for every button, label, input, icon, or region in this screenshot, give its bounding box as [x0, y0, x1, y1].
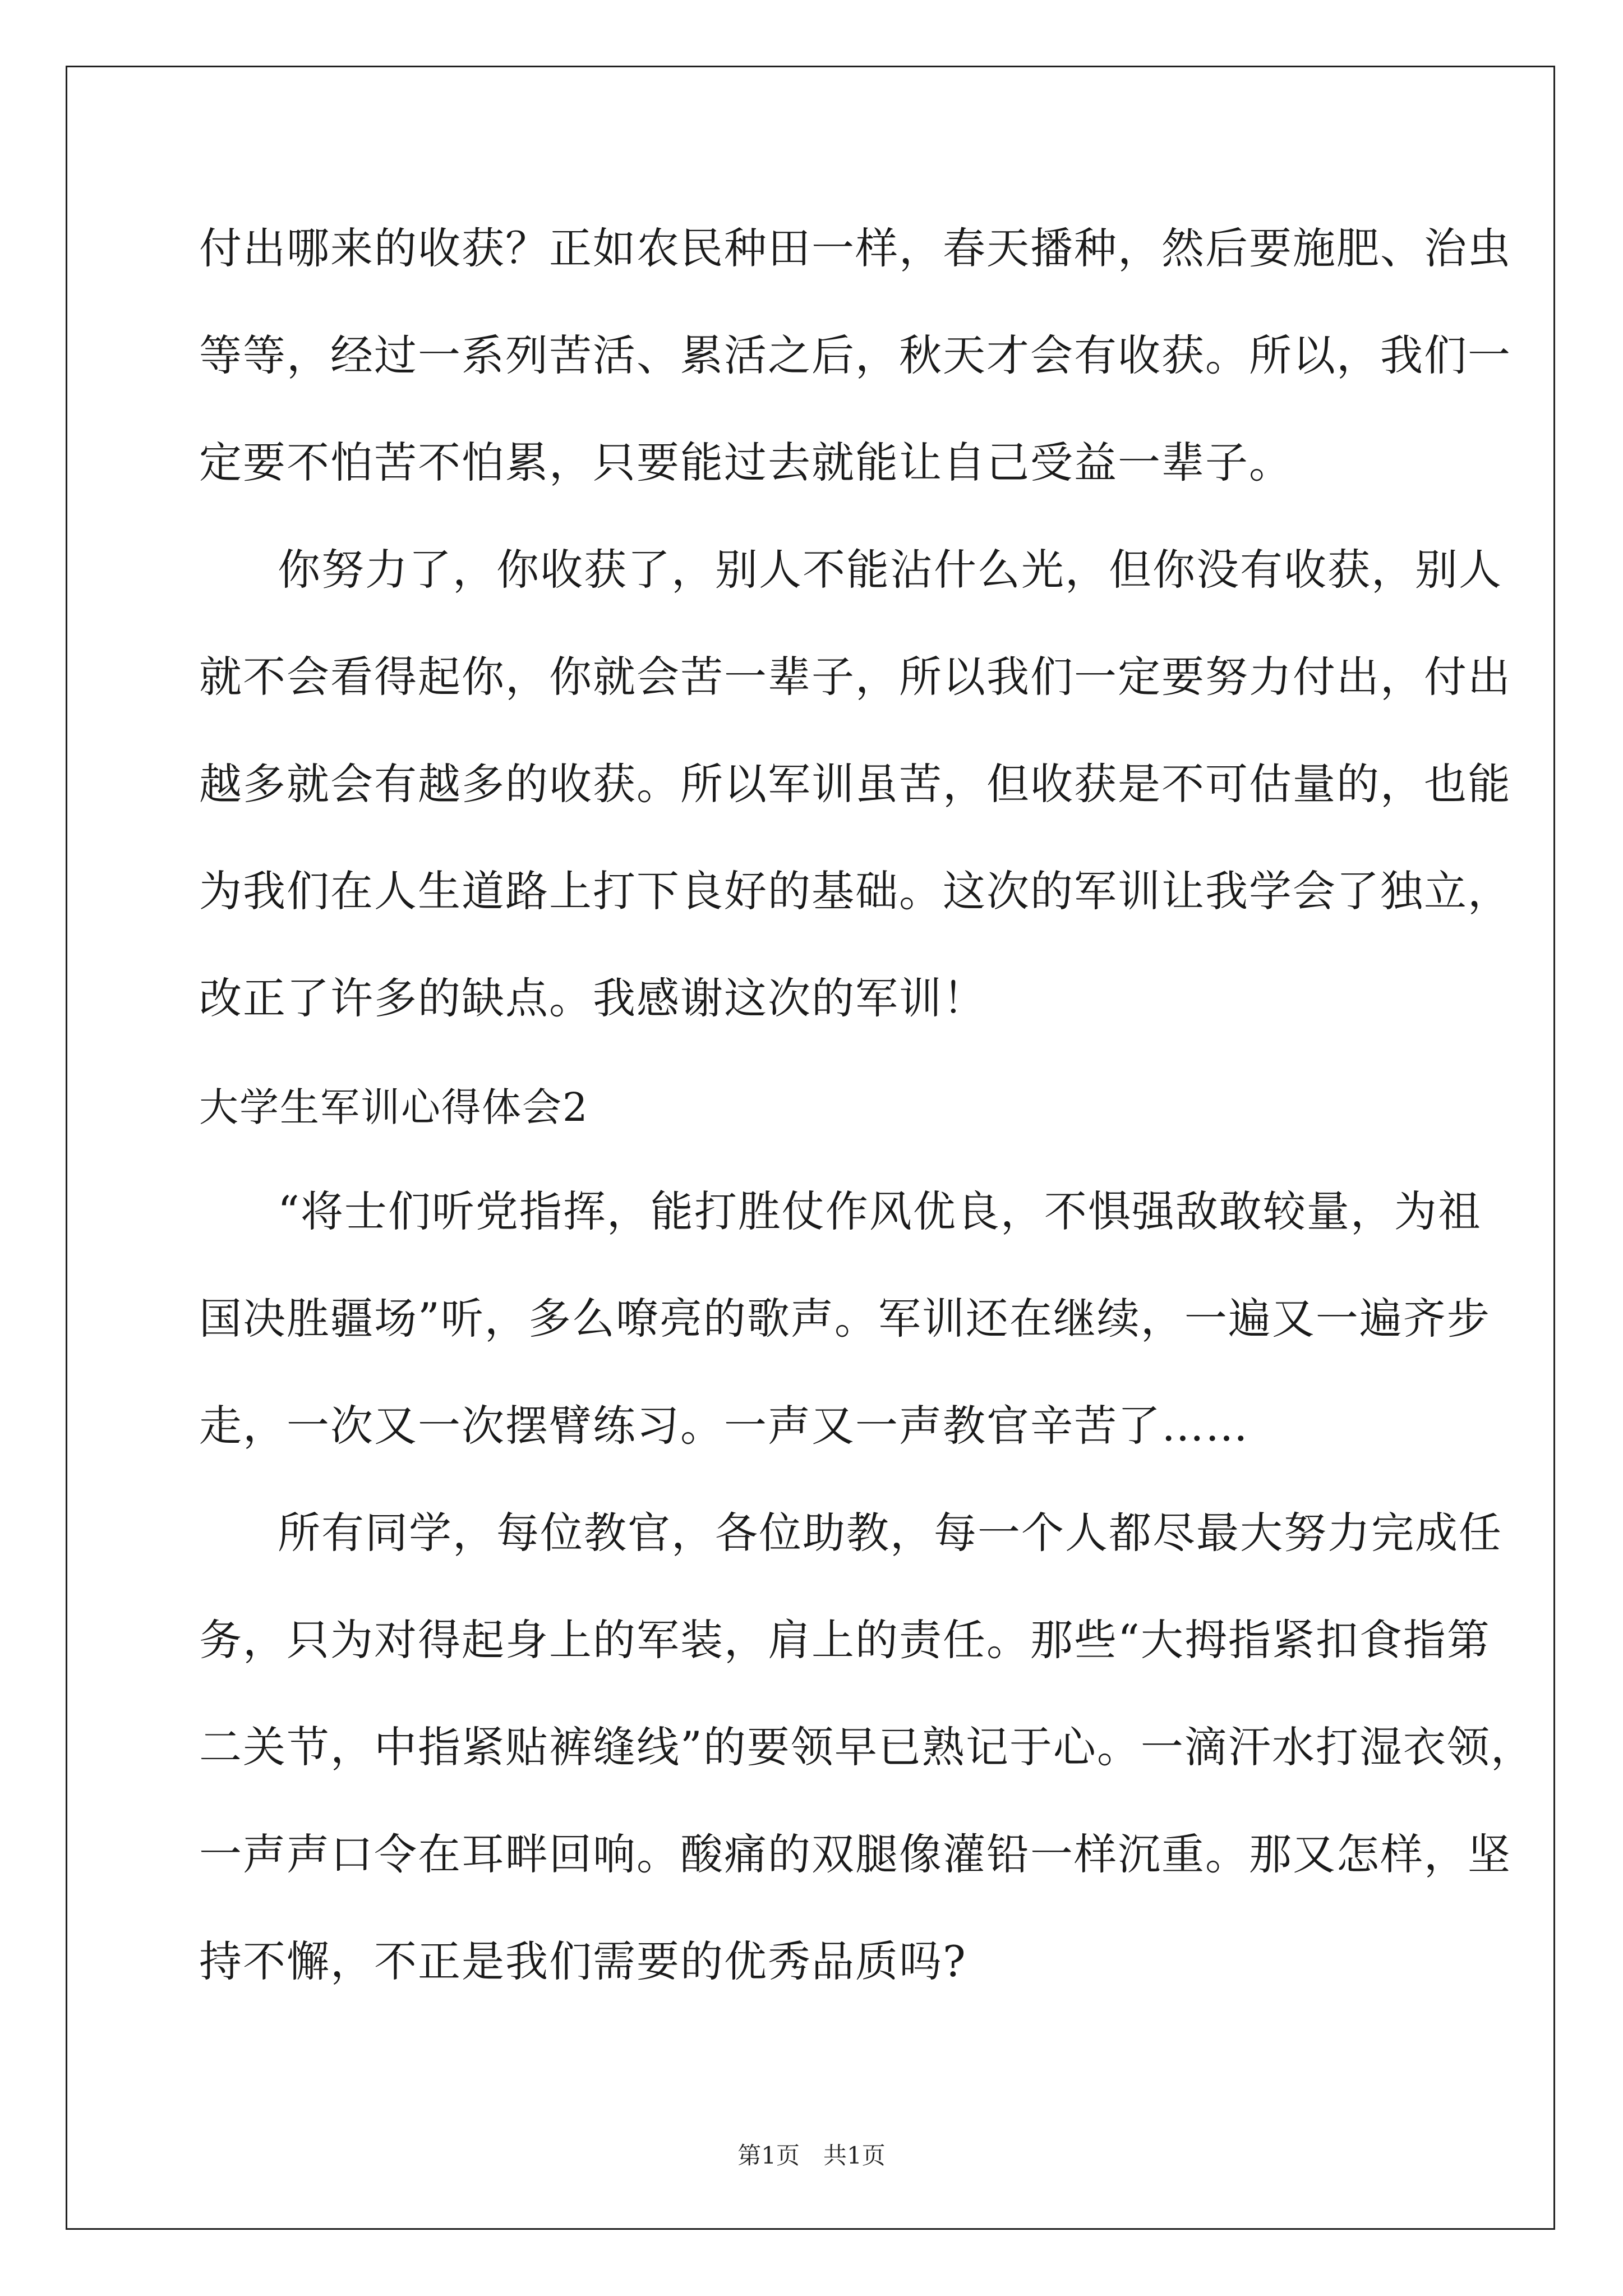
page-footer: 第1页 共1页 — [737, 2142, 886, 2169]
text-line: 付出哪来的收获？正如农民种田一样，春天播种，然后要施肥、治虫 — [199, 223, 1511, 273]
text-line: 走，一次又一次摆臂练习。一声又一声教官辛苦了…… — [199, 1401, 1249, 1451]
text-line: 务，只为对得起身上的军装，肩上的责任。那些“大拇指紧扣食指第 — [199, 1615, 1491, 1665]
text-line: 改正了许多的缺点。我感谢这次的军训！ — [199, 973, 986, 1023]
text-line: 一声声口令在耳畔回响。酸痛的双腿像灌铅一样沉重。那又怎样，坚 — [199, 1829, 1511, 1879]
paragraph-start: 所有同学，每位教官，各位助教，每一个人都尽最大努力完成任 — [278, 1508, 1502, 1558]
text-line: 二关节，中指紧贴裤缝线”的要领早已熟记于心。一滴汗水打湿衣领， — [199, 1722, 1534, 1772]
paragraph-start: “将士们听党指挥，能打胜仗作风优良，不惧强敌敢较量，为祖 — [278, 1186, 1482, 1236]
text-line: 定要不怕苦不怕累，只要能过去就能让自己受益一辈子。 — [199, 438, 1293, 487]
text-line: 国决胜疆场”听，多么嘹亮的歌声。军训还在继续，一遍又一遍齐步 — [199, 1294, 1491, 1343]
text-line: 持不懈，不正是我们需要的优秀品质吗? — [199, 1936, 967, 1986]
page-border — [66, 66, 1555, 2230]
section-heading: 大学生军训心得体会2 — [199, 1084, 589, 1130]
text-line: 为我们在人生道路上打下良好的基础。这次的军训让我学会了独立， — [199, 866, 1511, 916]
text-line: 就不会看得起你，你就会苦一辈子，所以我们一定要努力付出，付出 — [199, 652, 1511, 702]
text-line: 等等，经过一系列苦活、累活之后，秋天才会有收获。所以，我们一 — [199, 330, 1511, 380]
paragraph-start: 你努力了，你收获了，别人不能沾什么光，但你没有收获，别人 — [278, 545, 1502, 595]
text-line: 越多就会有越多的收获。所以军训虽苦，但收获是不可估量的，也能 — [199, 759, 1511, 809]
